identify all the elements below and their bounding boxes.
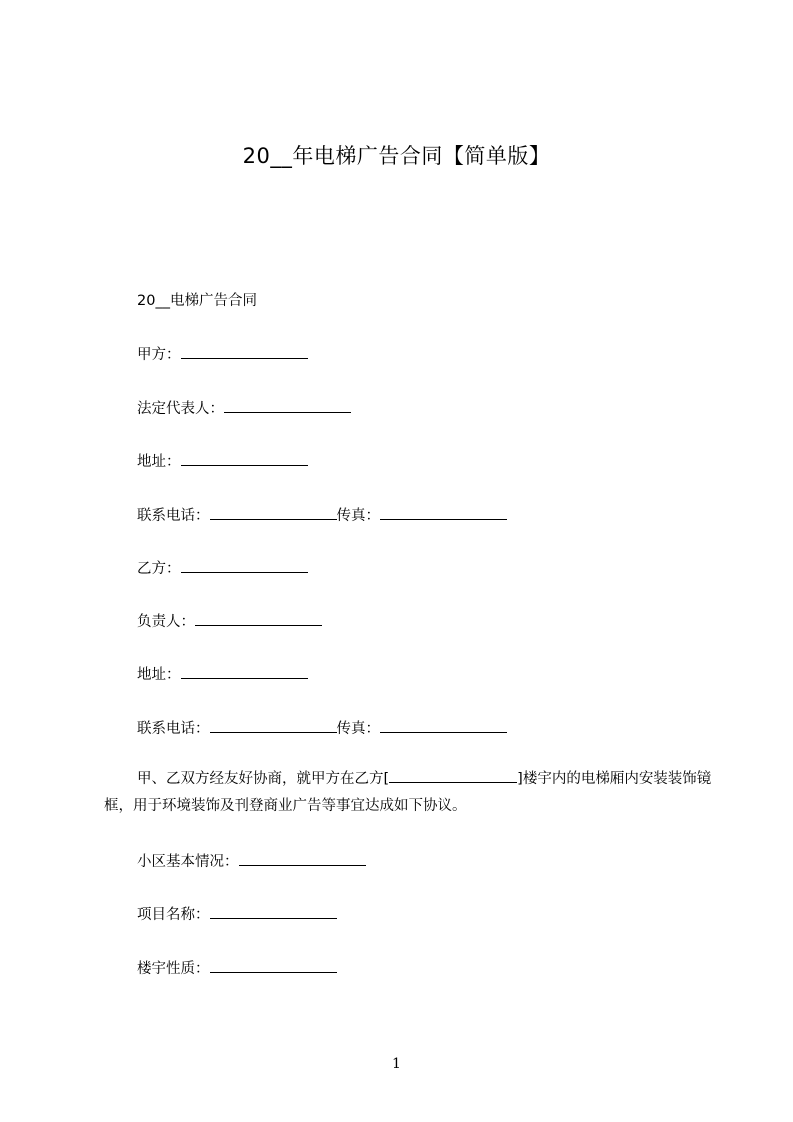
project-name-blank[interactable] bbox=[210, 904, 337, 919]
agreement-intro-part2: ]楼宇内的电梯厢内安装装饰镜框，用于环境装饰及刊登商业广告等事宜达成如下协议。 bbox=[104, 771, 712, 814]
address-a-line bbox=[137, 451, 308, 472]
person-in-charge-label: 负责人： bbox=[137, 614, 195, 630]
fax-a-label: 传真： bbox=[336, 508, 380, 524]
legal-rep-blank[interactable] bbox=[224, 398, 351, 413]
party-a-label: 甲方： bbox=[137, 347, 181, 363]
fax-a-blank[interactable] bbox=[380, 505, 507, 520]
contract-subtitle: 20__电梯广告合同 bbox=[137, 293, 257, 309]
fax-b-label: 传真： bbox=[336, 721, 380, 737]
community-info-line bbox=[137, 851, 366, 872]
contact-a-line bbox=[137, 505, 507, 526]
party-b-label: 乙方： bbox=[137, 561, 181, 577]
agreement-intro-part1: 甲、乙双方经友好协商，就甲方在乙方[ bbox=[137, 771, 390, 787]
community-info-label: 小区基本情况： bbox=[137, 854, 239, 870]
person-in-charge-blank[interactable] bbox=[195, 611, 322, 626]
phone-b-label: 联系电话： bbox=[137, 721, 210, 737]
project-name-label: 项目名称： bbox=[137, 907, 210, 923]
address-a-label: 地址： bbox=[137, 454, 181, 470]
building-nature-label: 楼宇性质： bbox=[137, 961, 210, 977]
contact-b-line bbox=[137, 718, 507, 739]
party-b-line bbox=[137, 558, 308, 579]
phone-b-blank[interactable] bbox=[210, 718, 337, 733]
page-number: 1 bbox=[392, 1056, 401, 1072]
building-name-blank[interactable] bbox=[389, 768, 517, 783]
project-name-line bbox=[137, 904, 337, 925]
fax-b-blank[interactable] bbox=[380, 718, 507, 733]
phone-a-label: 联系电话： bbox=[137, 508, 210, 524]
phone-a-blank[interactable] bbox=[210, 505, 337, 520]
community-info-blank[interactable] bbox=[239, 851, 366, 866]
person-in-charge-line bbox=[137, 611, 322, 632]
legal-rep-label: 法定代表人： bbox=[137, 401, 224, 417]
party-b-blank[interactable] bbox=[181, 558, 308, 573]
document-title: 20__年电梯广告合同【简单版】 bbox=[242, 144, 551, 168]
building-nature-blank[interactable] bbox=[210, 958, 337, 973]
address-b-label: 地址： bbox=[137, 667, 181, 683]
party-a-blank[interactable] bbox=[181, 344, 308, 359]
party-a-line bbox=[137, 344, 308, 365]
building-nature-line bbox=[137, 958, 337, 979]
address-b-blank[interactable] bbox=[181, 664, 308, 679]
agreement-intro-paragraph bbox=[104, 766, 714, 820]
address-a-blank[interactable] bbox=[181, 451, 308, 466]
address-b-line bbox=[137, 664, 308, 685]
legal-rep-line bbox=[137, 398, 351, 419]
